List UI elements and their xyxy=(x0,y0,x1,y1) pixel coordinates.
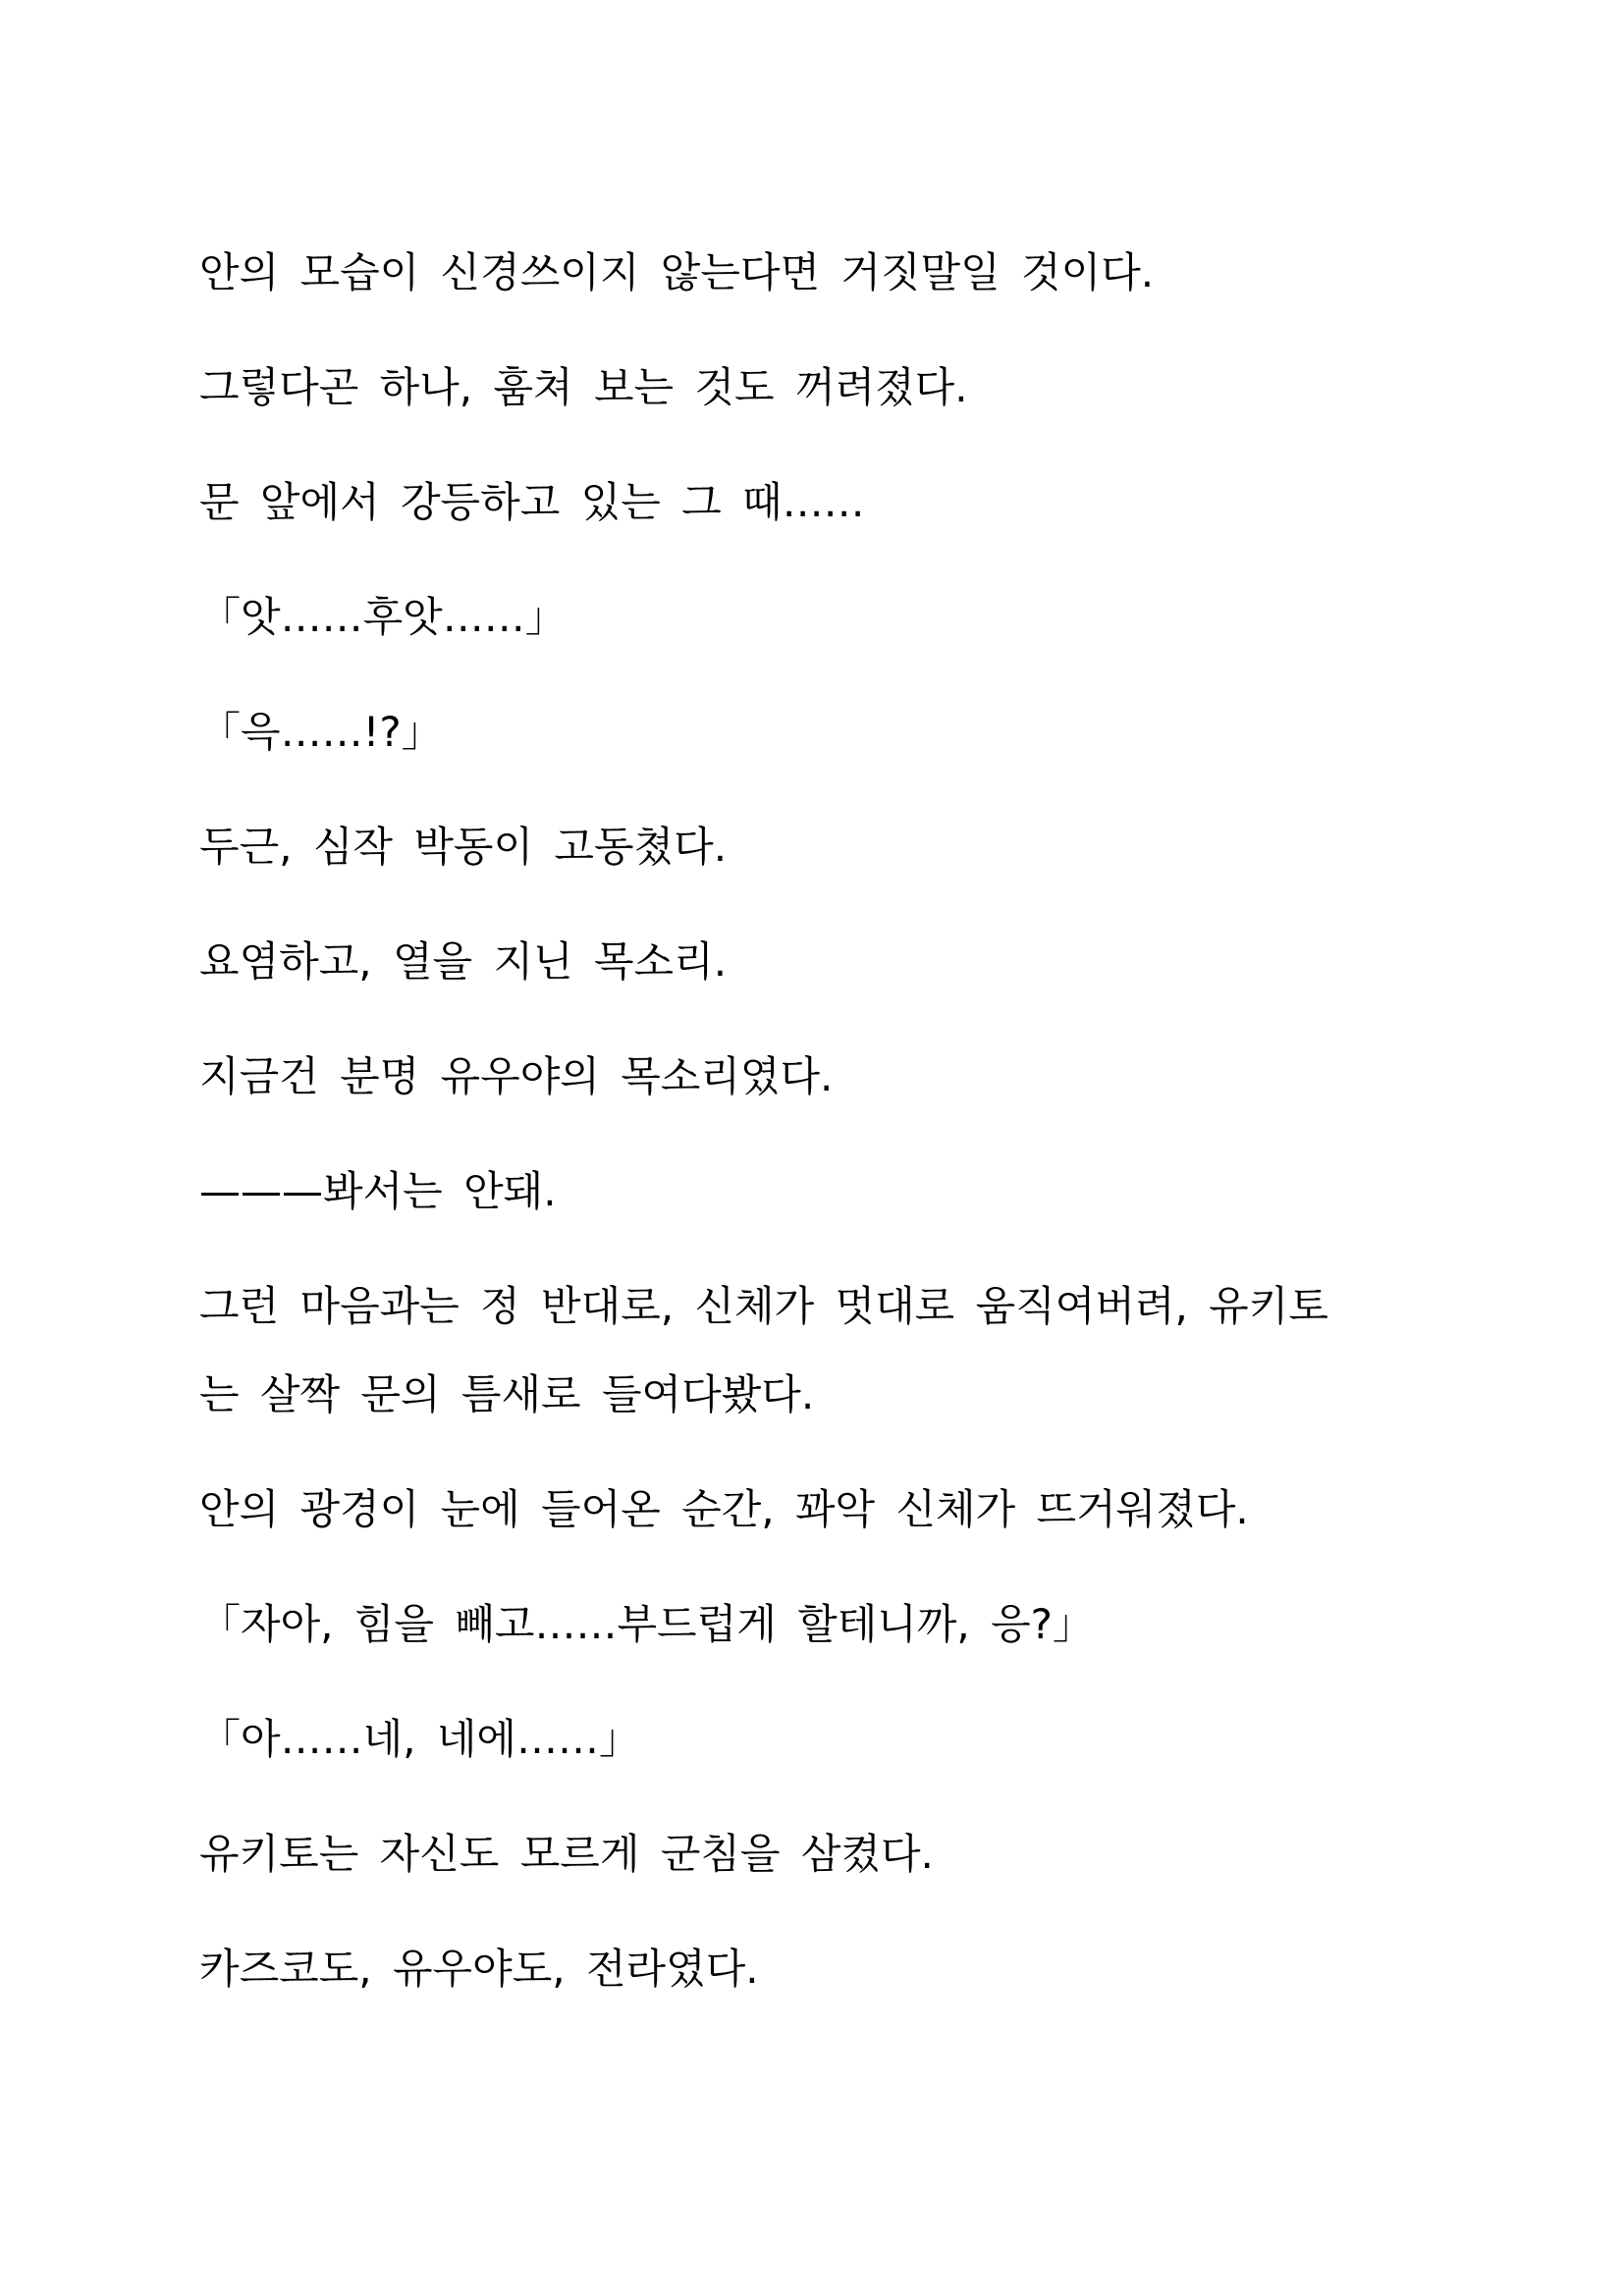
text-line: ———봐서는 안돼. xyxy=(199,1167,557,1215)
paragraph xyxy=(199,1466,1506,1554)
paragraph xyxy=(199,458,1506,547)
text-line: 「자아, 힘을 빼고……부드럽게 할테니까, 응?」 xyxy=(199,1600,1094,1648)
paragraph xyxy=(199,1262,1506,1439)
text-line: 「아……네, 네에……」 xyxy=(199,1715,640,1763)
dialogue-paragraph xyxy=(199,1695,1506,1784)
paragraph xyxy=(199,1810,1506,1898)
paragraph xyxy=(199,1148,1506,1236)
text-line: 유키토는 자신도 모르게 군침을 삼켰다. xyxy=(199,1830,934,1878)
text-line: 안의 모습이 신경쓰이지 않는다면 거짓말일 것이다. xyxy=(199,248,1155,296)
text-line: 「앗……후앗……」 xyxy=(199,593,567,641)
paragraph xyxy=(199,918,1506,1006)
text-line: 「윽……!?」 xyxy=(199,708,443,756)
text-line: 는 살짝 문의 틈새로 들여다봤다. xyxy=(199,1370,815,1418)
paragraph xyxy=(199,1925,1506,2013)
paragraph xyxy=(199,344,1506,432)
text-line: 문 앞에서 강등하고 있는 그 때…… xyxy=(199,478,865,526)
text-line: 그렇다곤 하나, 훔쳐 보는 것도 꺼려졌다. xyxy=(199,363,968,411)
text-line: 그런 마음과는 정 반대로, 신체가 멋대로 움직여버려, 유키토 xyxy=(199,1282,1328,1330)
dialogue-paragraph xyxy=(199,688,1506,776)
paragraph xyxy=(199,1033,1506,1121)
text-line: 두근, 심작 박동이 고동쳤다. xyxy=(199,823,728,871)
dialogue-paragraph xyxy=(199,573,1506,662)
paragraph xyxy=(199,229,1506,317)
text-line: 지금건 분명 유우야의 목소리였다. xyxy=(199,1052,834,1100)
dialogue-paragraph xyxy=(199,1580,1506,1669)
text-line: 카즈코도, 유우야도, 전라였다. xyxy=(199,1945,759,1993)
text-line: 요염하고, 열을 지닌 목소리. xyxy=(199,937,728,986)
paragraph xyxy=(199,803,1506,891)
text-line: 안의 광경이 눈에 들어온 순간, 꽈악 신체가 뜨거워졌다. xyxy=(199,1485,1249,1533)
